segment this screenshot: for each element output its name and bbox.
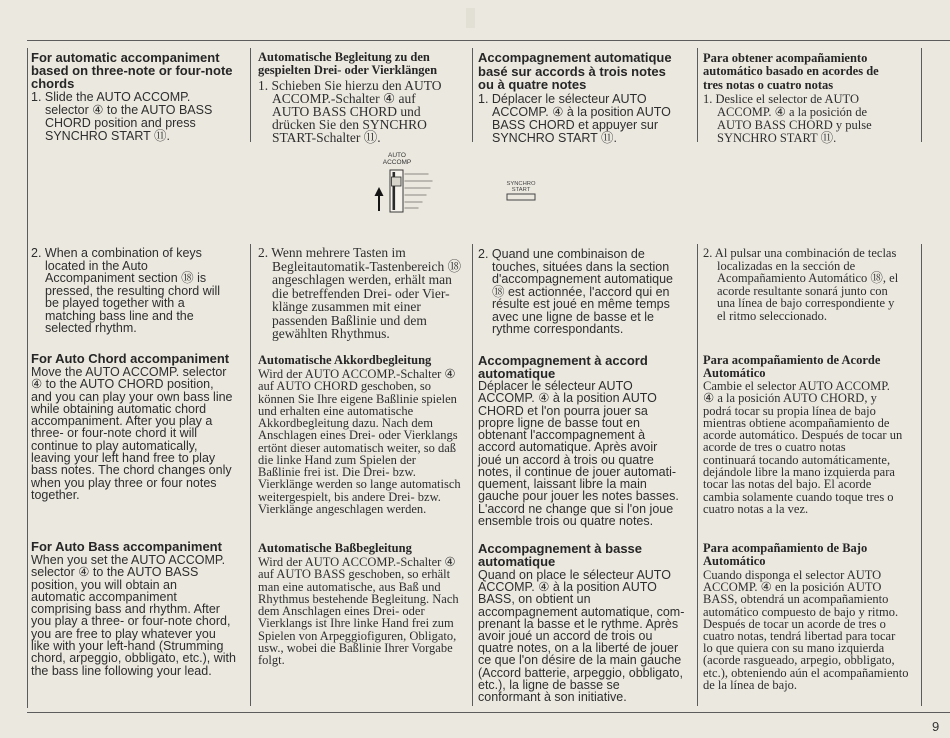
es-step2-line: 2. Al pulsar una combinación de teclas xyxy=(703,246,897,260)
de-auto-bass-heading-line: Automatische Baßbegleitung xyxy=(258,541,412,555)
en-auto-bass-body-line: you are free to play whatever you xyxy=(31,626,216,641)
en-intro-heading-line: based on three-note or four-note xyxy=(31,63,233,78)
es-auto-bass-body-line: BASS, obtendrá un acompañamiento xyxy=(703,592,889,607)
en-auto-chord-body-line: continue to play automatically, xyxy=(31,438,198,453)
en-auto-chord-heading xyxy=(31,352,229,365)
fr-intro-heading-line: basé sur accords à trois notes xyxy=(478,63,666,79)
en-step2-line: be played together with a xyxy=(45,296,185,310)
en-intro-heading xyxy=(31,51,233,90)
fr-auto-chord-body-line: L'accord ne change que si l'on joue xyxy=(478,501,674,516)
de-intro-heading xyxy=(258,51,437,77)
es-auto-bass-body-line: automático compuesto de bajo y ritmo. xyxy=(703,604,899,619)
fr-auto-bass-body-line: ACCOMP. ④ à la position AUTO xyxy=(478,580,657,595)
en-step2-line: located in the Auto xyxy=(45,258,148,273)
de-auto-bass-body-line: man eine automatische, aus Baß und xyxy=(258,579,441,594)
es-step1 xyxy=(703,93,872,145)
auto-accomp-slider-diagram xyxy=(370,148,440,218)
de-auto-chord-body-line: Wird der AUTO ACCOMP.-Schalter ④ xyxy=(258,367,456,381)
en-intro-heading-line: For automatic accompaniment xyxy=(31,50,220,65)
slider-knob xyxy=(392,177,402,186)
de-auto-bass-body-line: Wird der AUTO ACCOMP.-Schalter ④ xyxy=(258,555,456,569)
en-step1-line: CHORD position and press xyxy=(45,116,196,130)
es-auto-bass-body-line: etc.), obteniendo aún el acompañamiento xyxy=(703,665,909,680)
en-auto-bass-body-line: chord, arpeggio, obbligato, etc.), with xyxy=(31,651,236,666)
start-label: START xyxy=(511,187,531,193)
es-auto-chord-body-line: cuatro notas a la vez. xyxy=(703,501,809,516)
fr-auto-chord-body-line: gauche pour jouer les notes basses. xyxy=(478,489,679,504)
es-auto-bass-body-line: Cuando disponga el selector AUTO xyxy=(703,568,882,582)
de-auto-bass-body-line: auf AUTO BASS geschoben, so erhält xyxy=(258,567,451,582)
es-auto-chord-body-line: acorde automático. Después de tocar un xyxy=(703,428,903,443)
en-step2-line: Accompaniment section ⑱ is xyxy=(45,271,207,285)
column-divider xyxy=(250,244,251,706)
de-step1 xyxy=(258,79,441,144)
fr-step1 xyxy=(478,93,671,145)
left-border-rule xyxy=(27,48,28,708)
fr-auto-chord-body-line: Déplacer le sélecteur AUTO xyxy=(478,379,633,393)
de-step1-line: 1. Schieben Sie hierzu den AUTO xyxy=(258,77,442,93)
de-auto-chord-body-line: können Sie Ihre eigene Baßlinie spielen xyxy=(258,391,457,406)
en-auto-bass-body-line: the bass line following your lead. xyxy=(31,663,212,678)
slider-position-marks xyxy=(405,174,432,208)
en-auto-bass-heading-line: For Auto Bass accompaniment xyxy=(31,539,222,554)
fr-auto-chord-body-line: CHORD et l'on pourra jouer sa xyxy=(478,403,648,418)
en-auto-chord-body-line: while obtaining automatic chord xyxy=(31,401,207,416)
fr-auto-chord-heading-line: automatique xyxy=(478,365,556,381)
column-divider xyxy=(697,244,698,706)
fr-auto-bass-body-line: prenant la basse et le rythme. Après xyxy=(478,616,679,631)
auto-accomp-label-accomp: ACCOMP xyxy=(382,159,412,166)
fr-intro-heading-line: Accompagnement automatique xyxy=(478,50,672,65)
en-step1-line: 1. Slide the AUTO ACCOMP. xyxy=(31,90,191,104)
scan-mark xyxy=(466,8,475,28)
de-auto-bass-body-line: Rhythmus bestehende Begleitung. Nach xyxy=(258,591,459,606)
de-step2-line: 2. Wenn mehrere Tasten im xyxy=(258,245,406,260)
column-divider xyxy=(250,48,251,142)
fr-auto-bass-body-line: Quand on place le sélecteur AUTO xyxy=(478,568,671,582)
fr-auto-chord-heading-line: Accompagnement à accord xyxy=(478,352,648,368)
fr-step1-line: SYNCHRO START ⑪. xyxy=(492,130,618,145)
en-auto-bass-body xyxy=(31,554,236,677)
en-step1 xyxy=(31,91,212,143)
es-auto-bass-heading-line: Para acompañamiento de Bajo xyxy=(703,540,868,555)
de-auto-bass-heading xyxy=(258,542,412,555)
de-auto-chord-heading-line: Automatische Akkordbegleitung xyxy=(258,353,432,367)
fr-auto-bass-body-line: BASS, on obtient un xyxy=(478,592,591,607)
fr-step2-line: touches, situées dans la section xyxy=(492,259,670,274)
fr-auto-chord-body-line: joué un accord à trois ou quatre xyxy=(478,452,654,467)
en-auto-chord-body-line: and you can play your own bass line xyxy=(31,389,233,404)
fr-auto-chord-body xyxy=(478,380,679,527)
de-auto-chord-body-line: ertönt dieser automatisch weiter, so daß xyxy=(258,440,457,455)
fr-step2-line: d'accompagnement automatique xyxy=(492,272,673,286)
es-auto-chord-body-line: continuará tocando automáticamente, xyxy=(703,452,891,467)
de-auto-bass-body-line: dem Anschlagen eines Drei- oder xyxy=(258,604,425,618)
es-auto-bass-body-line: cuatro notas, tendrá libertad para tocar xyxy=(703,629,896,644)
es-auto-chord-body-line: mientras obtiene acompañamiento de xyxy=(703,415,890,430)
bottom-rule xyxy=(27,712,950,713)
synchro-label: SYNCHRO xyxy=(506,181,536,187)
fr-auto-chord-heading xyxy=(478,354,648,380)
auto-accomp-label-auto: AUTO xyxy=(388,152,406,159)
fr-auto-bass-heading xyxy=(478,542,642,568)
fr-auto-chord-body-line: obtenant l'accompagnement à xyxy=(478,428,646,443)
de-auto-chord-body-line: auf AUTO CHORD geschoben, so xyxy=(258,379,432,394)
en-auto-chord-body-line: together. xyxy=(31,487,80,502)
page-number: 9 xyxy=(932,719,940,734)
es-intro-heading-line: automático basado en acordes de xyxy=(703,64,879,78)
es-step2 xyxy=(703,247,898,323)
es-intro-heading xyxy=(703,52,879,93)
de-auto-chord-body xyxy=(258,368,461,515)
es-auto-bass-body-line: (acorde rasgueado, arpegio, obbligato, xyxy=(703,653,895,668)
es-intro-heading-line: Para obtener acompañamiento xyxy=(703,50,868,65)
de-auto-chord-body-line: Akkordbegleitung dazu. Nach dem xyxy=(258,416,433,431)
fr-auto-chord-body-line: ACCOMP. ④ à la position AUTO xyxy=(478,391,657,406)
fr-step1-line: 1. Déplacer le sélecteur AUTO xyxy=(478,91,647,106)
de-auto-chord-body-line: die linke Hand zum Spielen der xyxy=(258,452,416,467)
en-auto-bass-body-line: position, you will obtain an xyxy=(31,577,177,592)
en-auto-bass-body-line: like with your left-hand (Strumming xyxy=(31,639,224,654)
en-auto-bass-body-line: you play a three- or four-note chord, xyxy=(31,614,231,629)
es-step1-line: ACCOMP. ④ a la posición de xyxy=(717,104,868,119)
fr-auto-bass-body-line: ce que l'on désire de la main gauche xyxy=(478,653,682,668)
es-auto-chord-body-line: dejándole libre la mano izquierda para xyxy=(703,465,895,480)
de-auto-chord-body-line: Baßlinie frei ist. Die Drei- bzw. xyxy=(258,465,416,480)
fr-step2-line: résulte est joué en même temps xyxy=(492,297,670,311)
de-step2-line: angeschlagen werden, erhält man xyxy=(272,272,452,287)
es-auto-chord-heading xyxy=(703,354,880,380)
de-step2-line: passenden Baßlinie und dem xyxy=(272,312,427,328)
en-auto-chord-body-line: bass notes. The chord changes only xyxy=(31,463,232,478)
en-auto-chord-body-line: leaving your left hand free to play xyxy=(31,451,216,466)
es-step1-line: 1. Deslice el selector de AUTO xyxy=(703,91,859,106)
fr-step1-line: ACCOMP. ④ à la position AUTO xyxy=(492,104,671,119)
fr-step2 xyxy=(478,248,673,336)
es-auto-chord-heading-line: Automático xyxy=(703,365,766,380)
en-auto-chord-body xyxy=(31,366,233,501)
synchro-start-button-diagram xyxy=(503,178,543,204)
de-auto-chord-body-line: weitergespielt, bis andere Drei- bzw. xyxy=(258,489,441,504)
de-auto-chord-heading xyxy=(258,354,431,367)
es-auto-chord-body-line: tocar las notas del bajo. El acorde xyxy=(703,477,872,492)
en-auto-chord-body-line: when you play three or four notes xyxy=(31,475,217,490)
de-auto-bass-body-line: Spielen von Arpeggiofiguren, Obligato, xyxy=(258,628,457,643)
es-step2-line: el ritmo seleccionado. xyxy=(717,308,828,323)
en-intro-heading-line: chords xyxy=(31,76,75,91)
de-step1-line: ACCOMP.-Schalter ④ auf xyxy=(272,90,416,106)
column-divider xyxy=(472,244,473,706)
en-auto-bass-body-line: automatic accompaniment xyxy=(31,589,177,604)
de-auto-chord-body-line: Anschlagen eines Drei- oder Vierklangs xyxy=(258,428,458,443)
es-step2-line: acorde resultante sonará junto con xyxy=(717,283,888,298)
column-divider xyxy=(921,244,922,706)
en-auto-bass-heading xyxy=(31,540,222,553)
fr-step2-line: rythme correspondants. xyxy=(492,322,624,336)
synchro-start-button-shape xyxy=(507,194,535,200)
fr-auto-bass-body xyxy=(478,569,684,703)
de-auto-bass-body-line: Vierklangs ist Ihre linke Hand frei zum xyxy=(258,616,454,631)
en-step2-line: matching bass line and the xyxy=(45,308,194,323)
de-step1-line: START-Schalter ⑪. xyxy=(272,129,381,145)
es-step1-line: SYNCHRO START ⑪. xyxy=(717,130,837,145)
column-divider xyxy=(697,48,698,142)
fr-step1-line: BASS CHORD et appuyer sur xyxy=(492,117,659,132)
es-step2-line: una línea de bajo correspondiente y xyxy=(717,296,895,311)
fr-intro-heading-line: ou à quatre notes xyxy=(478,77,587,92)
en-step2-line: 2. When a combination of keys xyxy=(31,246,202,260)
es-intro-heading-line: tres notas o cuatro notas xyxy=(703,77,834,92)
es-auto-bass-body-line: Después de tocar un acorde de tres o xyxy=(703,616,886,631)
es-step1-line: AUTO BASS CHORD y pulse xyxy=(717,117,872,132)
es-step2-line: localizadas en la sección de xyxy=(717,258,856,273)
fr-auto-bass-body-line: (Accord batterie, arpeggio, obbligato, xyxy=(478,665,683,680)
fr-auto-chord-body-line: ensemble trois ou quatre notes. xyxy=(478,513,654,528)
de-auto-bass-body xyxy=(258,556,459,666)
fr-auto-bass-body-line: quatre notes, on a la liberté de jouer xyxy=(478,641,679,656)
es-auto-bass-body-line: lo que quiera con su mano izquierda xyxy=(703,641,885,656)
es-auto-chord-body-line: cambia solamente cuando toque tres o xyxy=(703,489,894,504)
fr-auto-chord-body-line: accord automatique. Après avoir xyxy=(478,440,658,455)
de-step1-line: drücken Sie den SYNCHRO xyxy=(272,116,427,132)
column-divider xyxy=(921,48,922,142)
es-auto-bass-body-line: ACCOMP. ④ en la posición AUTO xyxy=(703,580,882,595)
en-auto-chord-body-line: ④ to the AUTO CHORD position, xyxy=(31,377,214,392)
en-step2-line: selected rhythm. xyxy=(45,321,137,335)
es-step2-line: Acompañamiento Automático ⑱, el xyxy=(717,271,899,286)
en-auto-chord-heading-line: For Auto Chord accompaniment xyxy=(31,351,230,366)
es-auto-chord-body-line: acorde de tres o cuatro notas xyxy=(703,440,846,455)
fr-auto-bass-body-line: accompagnement automatique, com- xyxy=(478,604,685,619)
es-auto-chord-heading-line: Para acompañamiento de Acorde xyxy=(703,352,881,367)
en-auto-bass-body-line: selector ④ to the AUTO BASS xyxy=(31,565,199,580)
es-auto-bass-heading xyxy=(703,542,867,568)
en-auto-bass-body-line: When you set the AUTO ACCOMP. xyxy=(31,553,226,567)
de-step1-line: AUTO BASS CHORD und xyxy=(272,103,421,119)
fr-auto-bass-body-line: etc.), la ligne de basse se xyxy=(478,677,620,692)
en-auto-chord-body-line: accompaniment. After you play a xyxy=(31,414,213,429)
de-auto-bass-body-line: folgt. xyxy=(258,653,285,667)
fr-auto-chord-body-line: notes, il continue de jouer automati- xyxy=(478,464,677,479)
de-auto-chord-body-line: und erhalten eine automatische xyxy=(258,403,414,418)
es-auto-chord-body xyxy=(703,380,902,515)
column-divider xyxy=(472,48,473,142)
fr-auto-bass-body-line: conformant à son initiative. xyxy=(478,690,627,705)
up-arrow-icon xyxy=(375,187,384,211)
en-auto-chord-body-line: three- or four-note chord it will xyxy=(31,426,198,441)
en-auto-bass-body-line: comprising bass and rhythm. After xyxy=(31,602,220,617)
es-auto-chord-body-line: podrá tocar su propia línea de bajo xyxy=(703,403,876,418)
slider-frame xyxy=(390,170,403,212)
de-auto-chord-body-line: Vierklänge angeschlagen werden. xyxy=(258,501,427,516)
de-auto-chord-body-line: Vierklänge werden so lange automatisch xyxy=(258,477,461,492)
en-step1-line: selector ④ to the AUTO BASS xyxy=(45,103,213,117)
de-step2 xyxy=(258,246,461,341)
de-step2-line: die betreffenden Drei- oder Vier- xyxy=(272,285,450,301)
fr-step2-line: avec une ligne de basse et le xyxy=(492,309,654,324)
fr-auto-bass-heading-line: automatique xyxy=(478,553,556,569)
es-auto-bass-body-line: de la línea de bajo. xyxy=(703,677,798,692)
en-auto-chord-body-line: Move the AUTO ACCOMP. selector xyxy=(31,365,227,379)
es-auto-bass-body xyxy=(703,569,908,691)
fr-step2-line: 2. Quand une combinaison de xyxy=(478,247,645,261)
en-step2 xyxy=(31,247,220,335)
es-auto-chord-body-line: ④ a la posición AUTO CHORD, y xyxy=(703,391,877,406)
fr-intro-heading xyxy=(478,51,672,92)
fr-auto-bass-body-line: avoir joué un accord de trois ou xyxy=(478,629,653,644)
de-step2-line: Begleitautomatik-Tastenbereich ⑱ xyxy=(272,258,462,274)
es-auto-chord-body-line: Cambie el selector AUTO ACCOMP. xyxy=(703,379,890,393)
en-step2-line: pressed, the resulting chord will xyxy=(45,283,221,298)
fr-step2-line: ⑱ est actionnée, l'accord qui en xyxy=(492,284,670,299)
es-auto-bass-heading-line: Automático xyxy=(703,553,766,568)
fr-auto-chord-body-line: quement, laissant libre la main xyxy=(478,477,647,492)
fr-auto-chord-body-line: propre ligne de basse tout en xyxy=(478,415,640,430)
de-auto-bass-body-line: usw., wobei die Baßlinie Ihrer Vorgabe xyxy=(258,640,453,655)
en-step1-line: SYNCHRO START ⑪. xyxy=(45,129,171,143)
de-intro-heading-line: gespielten Drei- oder Vierklängen xyxy=(258,63,438,77)
top-rule xyxy=(27,40,950,41)
de-intro-heading-line: Automatische Begleitung zu den xyxy=(258,50,430,64)
fr-auto-bass-heading-line: Accompagnement à basse xyxy=(478,540,643,556)
de-step2-line: gewählten Rhythmus. xyxy=(272,326,390,341)
de-step2-line: klänge zusammen mit einer xyxy=(272,299,421,314)
